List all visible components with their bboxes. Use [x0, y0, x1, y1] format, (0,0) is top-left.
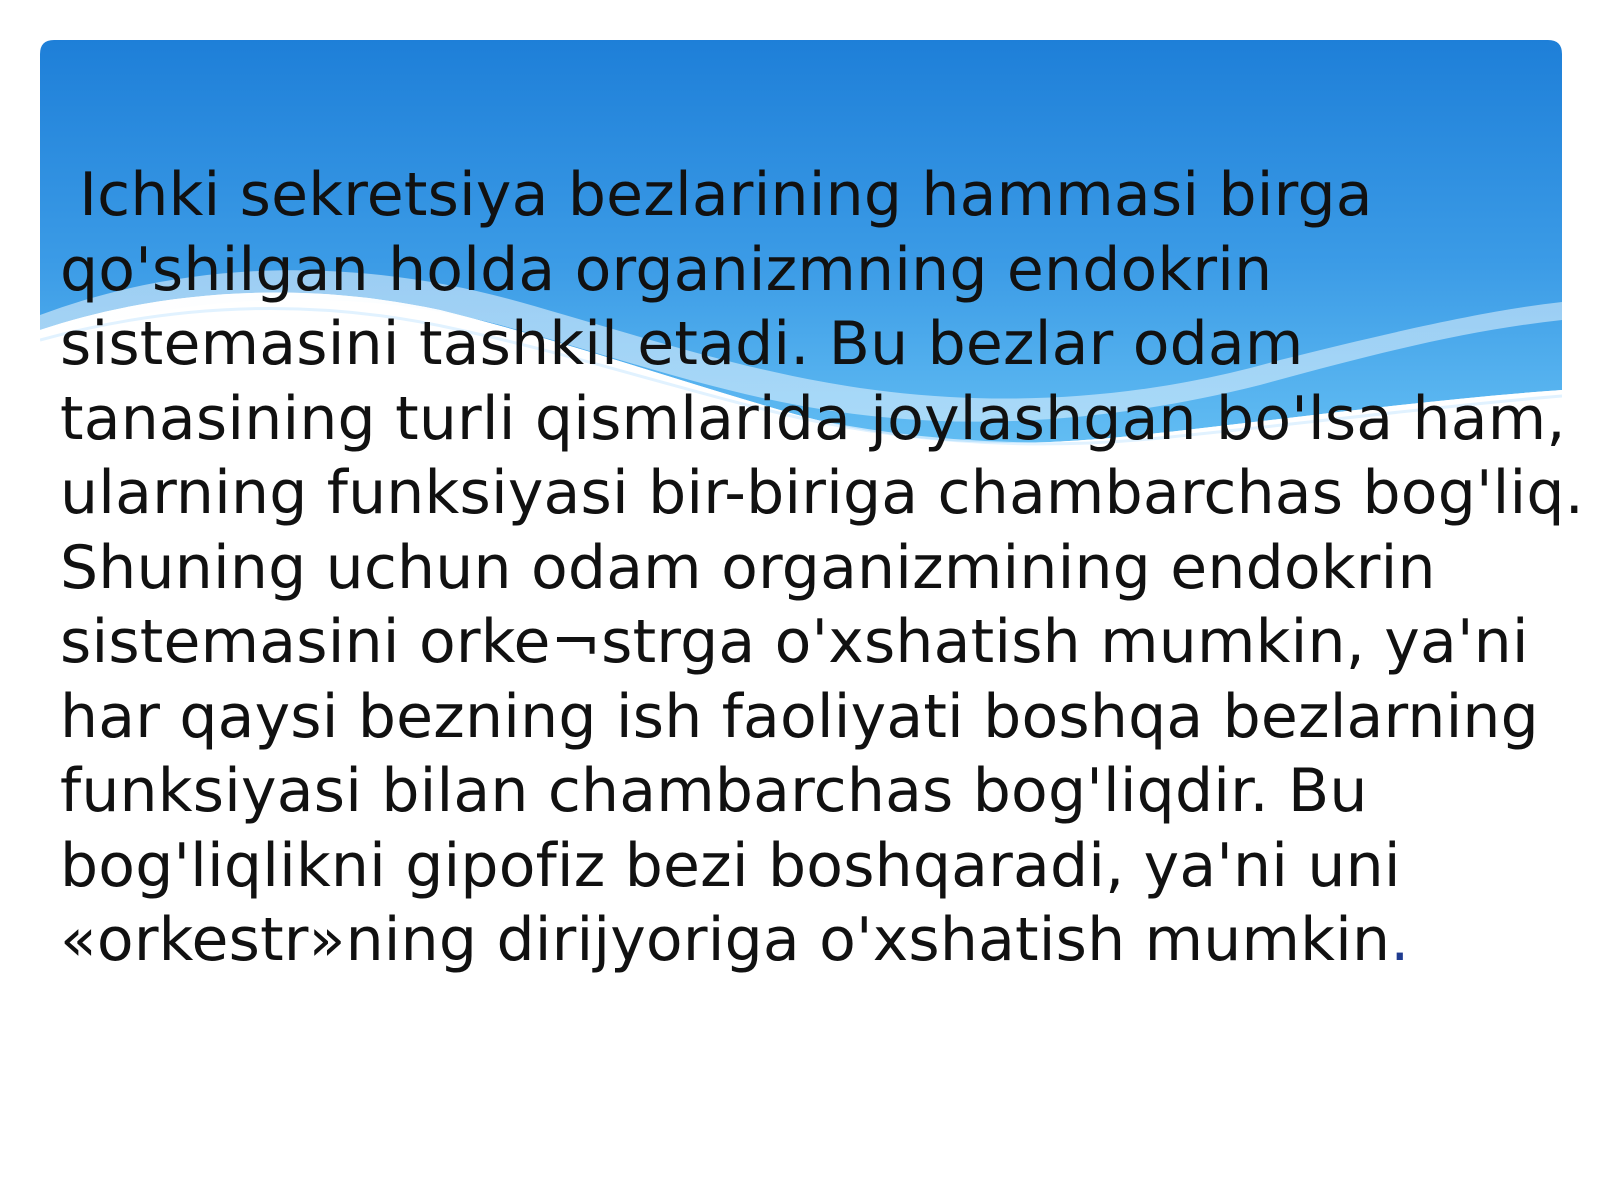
paragraph-line: «orkestr»ning dirijyoriga o'xshatish mumkin	[60, 905, 1391, 975]
paragraph-line: Ichki sekretsiya bezlarining hammasi birga	[60, 160, 1373, 230]
slide-paragraph	[60, 158, 1584, 978]
paragraph-line: funksiyasi bilan chambarchas bog'liqdir. Bu	[60, 756, 1368, 826]
paragraph-line: ularning funksiyasi bir-biriga chambarchas bog'liq.	[60, 458, 1584, 528]
paragraph-line: tanasining turli qismlarida joylashgan bo'lsa ham,	[60, 383, 1566, 454]
paragraph-line: Shuning uchun odam organizmining endokrin	[60, 532, 1436, 603]
paragraph-line: sistemasini orke¬strga o'xshatish mumkin, ya'ni	[60, 607, 1529, 677]
paragraph-line: har qaysi bezning ish faoliyati boshqa bezlarning	[60, 681, 1539, 752]
final-period: .	[1390, 905, 1410, 975]
paragraph-line: sistemasini tashkil etadi. Bu bezlar odam	[60, 309, 1304, 379]
paragraph-line: qo'shilgan holda organizmning endokrin	[60, 234, 1273, 305]
paragraph-line: bog'liqlikni gipofiz bezi boshqaradi, ya'ni uni	[60, 830, 1401, 901]
